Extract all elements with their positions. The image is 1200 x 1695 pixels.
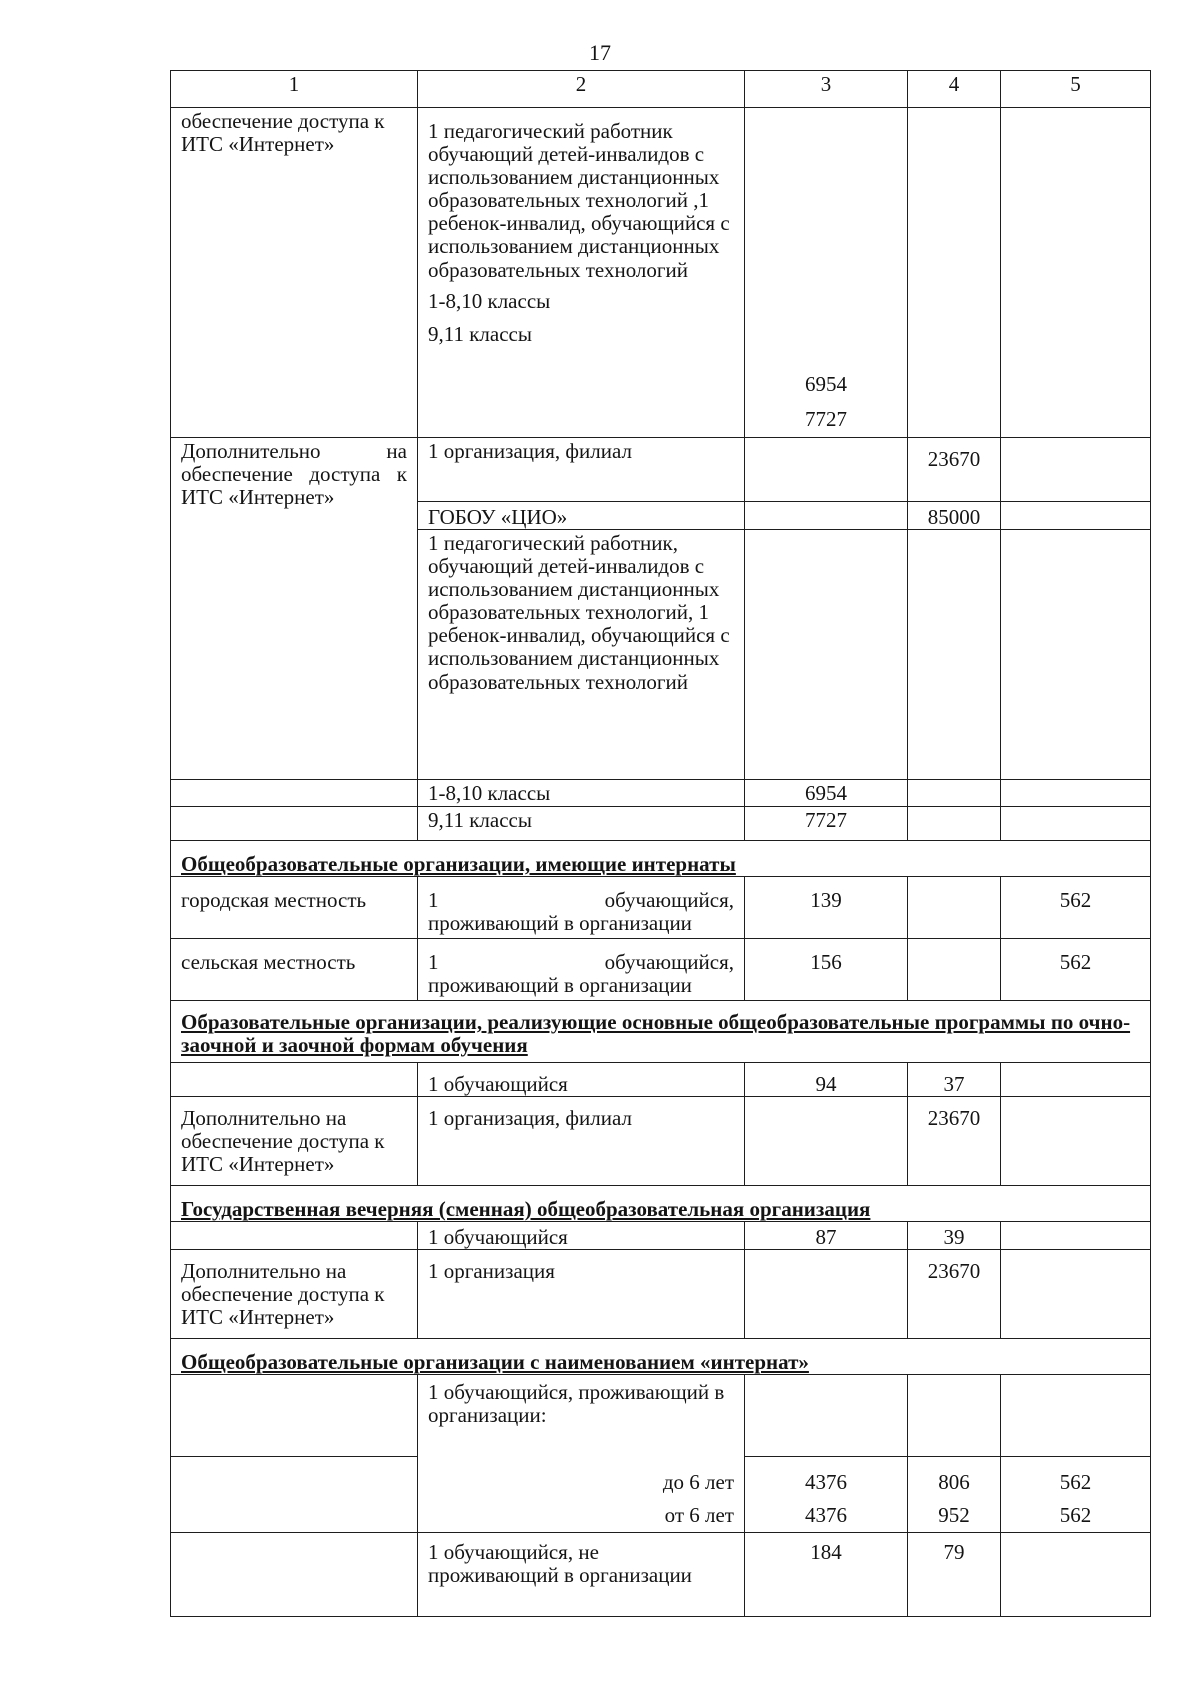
- empty-cell: [1001, 438, 1151, 502]
- empty-cell: [908, 877, 1001, 939]
- empty-cell: [745, 1097, 908, 1186]
- row-description: 9,11 классы: [418, 807, 745, 841]
- grade-value: 6954: [805, 371, 847, 396]
- age-value: 562: [1059, 1503, 1092, 1528]
- value-cell: 156: [745, 939, 908, 1001]
- table-row: [171, 1097, 1151, 1186]
- empty-cell: [171, 1533, 418, 1617]
- description-word: обучающийся,: [604, 888, 734, 912]
- row-description: 1 обучающийся: [418, 1063, 745, 1097]
- value-cell: [908, 1457, 1001, 1533]
- empty-cell: [1001, 807, 1151, 841]
- empty-cell: [171, 1457, 418, 1533]
- age-labels: [418, 1457, 745, 1533]
- row-label: обеспечение доступа к ИТС «Интернет»: [171, 108, 418, 438]
- value-cell: [745, 1457, 908, 1533]
- value-cell: 562: [1001, 877, 1151, 939]
- value-cell: 79: [908, 1533, 1001, 1617]
- description-line: [428, 951, 734, 974]
- empty-cell: [908, 530, 1001, 780]
- empty-cell: [1001, 1063, 1151, 1097]
- row-description: [418, 939, 745, 1001]
- funding-table: [170, 70, 1151, 1617]
- age-label: от 6 лет: [664, 1502, 734, 1527]
- row-label: городская местность: [171, 877, 418, 939]
- empty-cell: [908, 780, 1001, 807]
- value-cell: 139: [745, 877, 908, 939]
- table-row: [171, 1533, 1151, 1617]
- description-word: 1: [428, 888, 439, 912]
- table-row: [171, 438, 1151, 502]
- value-cell: [745, 108, 908, 438]
- column-number-4: 4: [908, 71, 1001, 108]
- empty-cell: [1001, 780, 1151, 807]
- description-line: проживающий в организации: [428, 911, 692, 936]
- table-row: [171, 108, 1151, 438]
- table-row: [171, 1063, 1151, 1097]
- empty-cell: [1001, 1222, 1151, 1250]
- empty-cell: [171, 1375, 418, 1457]
- column-number-5: 5: [1001, 71, 1151, 108]
- row-description: 1 организация, филиал: [418, 1097, 745, 1186]
- table-row: [171, 877, 1151, 939]
- age-value: 4376: [805, 1470, 847, 1494]
- row-description: 1 организация, филиал: [418, 438, 745, 502]
- row-description: 1 организация: [418, 1250, 745, 1339]
- value-cell: 23670: [908, 438, 1001, 502]
- row-description: 1 обучающийся: [418, 1222, 745, 1250]
- section-heading-row: [171, 841, 1151, 877]
- empty-cell: [1001, 530, 1151, 780]
- table-row: [171, 807, 1151, 841]
- row-description: 1 педагогический работник, обучающий детей-инвалидов с использованием дистанционных образовательных технологий, 1 ребенок-инвалид, обучающийся с использованием дистанционных образовательных технологий: [418, 530, 745, 780]
- table-row: [171, 1375, 1151, 1457]
- row-description: [418, 108, 745, 438]
- table-row: [171, 1250, 1151, 1339]
- empty-cell: [745, 502, 908, 530]
- empty-cell: [908, 939, 1001, 1001]
- empty-cell: [1001, 108, 1151, 438]
- age-label: до 6 лет: [662, 1469, 734, 1494]
- column-number-1: 1: [171, 71, 418, 108]
- teacher-description: 1 педагогический работник обучающий детей-инвалидов с использованием дистанционных образовательных технологий ,1 ребенок-инвалид, обучающийся с использованием дистанционных образовательных технологий: [428, 119, 730, 282]
- empty-cell: [908, 108, 1001, 438]
- column-number-2: 2: [418, 71, 745, 108]
- section-heading-row: [171, 1186, 1151, 1222]
- description-word: обучающийся,: [604, 950, 734, 974]
- row-label: Дополнительно на обеспечение доступа к ИТС «Интернет»: [171, 1250, 418, 1339]
- empty-cell: [745, 1375, 908, 1457]
- empty-cell: [1001, 1533, 1151, 1617]
- section-title: Образовательные организации, реализующие основные общеобразовательные программы по очно-заочной и заочной формам обучения: [171, 1001, 1151, 1063]
- value-cell: [1001, 1457, 1151, 1533]
- empty-cell: [171, 780, 418, 807]
- empty-cell: [745, 1250, 908, 1339]
- age-value: 952: [938, 1503, 970, 1528]
- page-number: 17: [589, 40, 611, 65]
- value-cell: 85000: [908, 502, 1001, 530]
- description-line: проживающий в организации: [428, 973, 692, 998]
- grade-label: 1-8,10 классы: [428, 288, 551, 313]
- empty-cell: [745, 530, 908, 780]
- table-row: [171, 780, 1151, 807]
- table-row: [171, 1457, 1151, 1533]
- section-heading-row: [171, 1339, 1151, 1375]
- empty-cell: [1001, 1097, 1151, 1186]
- value-cell: 39: [908, 1222, 1001, 1250]
- section-title: Общеобразовательные организации, имеющие интернаты: [171, 841, 1151, 877]
- empty-cell: [908, 1375, 1001, 1457]
- description-word: 1: [428, 950, 439, 974]
- value-cell: 184: [745, 1533, 908, 1617]
- grade-value: 7727: [805, 406, 847, 431]
- value-cell: 87: [745, 1222, 908, 1250]
- grade-label: 9,11 классы: [428, 321, 532, 346]
- age-value: 562: [1059, 1470, 1092, 1494]
- row-label: сельская местность: [171, 939, 418, 1001]
- description-line: [428, 889, 734, 912]
- section-title: Общеобразовательные организации с наименованием «интернат»: [171, 1339, 1151, 1375]
- value-cell: 7727: [745, 807, 908, 841]
- age-value: 4376: [805, 1503, 847, 1528]
- table-row: [171, 939, 1151, 1001]
- value-cell: 562: [1001, 939, 1151, 1001]
- section-title: Государственная вечерняя (сменная) общеобразовательная организация: [171, 1186, 1151, 1222]
- row-label-text: Дополнительно на обеспечение доступа к ИТС «Интернет»: [181, 439, 407, 510]
- table-row: [171, 1222, 1151, 1250]
- value-cell: 94: [745, 1063, 908, 1097]
- row-description: ГОБОУ «ЦИО»: [418, 502, 745, 530]
- row-description: 1 обучающийся, не проживающий в организации: [418, 1533, 745, 1617]
- empty-cell: [1001, 1250, 1151, 1339]
- empty-cell: [171, 1063, 418, 1097]
- row-description: 1-8,10 классы: [418, 780, 745, 807]
- row-description: [418, 877, 745, 939]
- empty-cell: [1001, 1375, 1151, 1457]
- column-number-3: 3: [745, 71, 908, 108]
- table-header-row: [171, 71, 1151, 108]
- value-cell: 37: [908, 1063, 1001, 1097]
- empty-cell: [171, 1222, 418, 1250]
- empty-cell: [171, 807, 418, 841]
- section-heading-row: [171, 1001, 1151, 1063]
- value-cell: 23670: [908, 1250, 1001, 1339]
- empty-cell: [908, 807, 1001, 841]
- value-cell: 6954: [745, 780, 908, 807]
- row-label: [171, 438, 418, 780]
- age-value: 806: [938, 1470, 970, 1494]
- value-cell: 23670: [908, 1097, 1001, 1186]
- empty-cell: [745, 438, 908, 502]
- empty-cell: [1001, 502, 1151, 530]
- row-description: 1 обучающийся, проживающий в организации:: [418, 1375, 745, 1457]
- row-label: Дополнительно на обеспечение доступа к ИТС «Интернет»: [171, 1097, 418, 1186]
